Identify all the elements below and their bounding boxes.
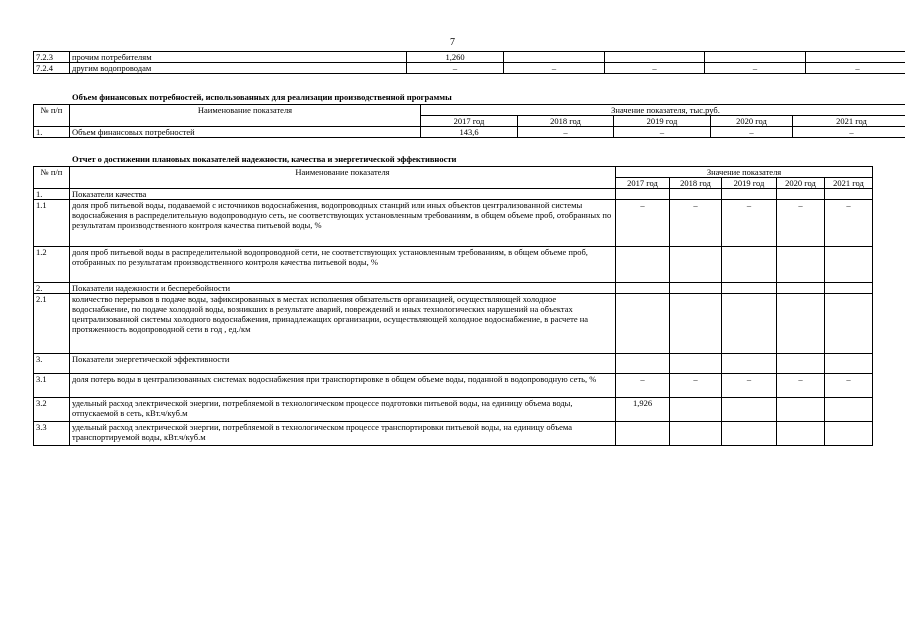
- row-value: –: [705, 63, 806, 74]
- row-value: [722, 398, 777, 422]
- row-value: [670, 422, 722, 446]
- row-value: –: [777, 374, 825, 398]
- row-value: [722, 283, 777, 294]
- row-value: [825, 354, 873, 374]
- table-row: [34, 422, 873, 446]
- row-value: [722, 422, 777, 446]
- row-value: [825, 294, 873, 354]
- row-value: [670, 283, 722, 294]
- row-value: [722, 189, 777, 200]
- row-name: удельный расход электрической энергии, потребляемой в технологическом процессе подготовки питьевой воды, на единицу объема воды, отпускаемой в сеть, кВт.ч/куб.м: [70, 398, 616, 422]
- row-value: [670, 398, 722, 422]
- row-name: Объем финансовых потребностей: [70, 127, 421, 138]
- section-row: [34, 354, 873, 374]
- row-value: –: [806, 63, 905, 74]
- row-value: [825, 247, 873, 283]
- row-number: 1.1: [34, 200, 70, 247]
- row-value: –: [605, 63, 705, 74]
- row-number: 1.: [34, 127, 70, 138]
- report-caption: Отчет о достижении плановых показателей надежности, качества и энергетической эффективности: [72, 154, 457, 164]
- row-value: [806, 52, 905, 63]
- row-value: [777, 283, 825, 294]
- row-value: [605, 52, 705, 63]
- finance-header-value: Значение показателя, тыс.руб.: [421, 105, 905, 116]
- top-table: [33, 51, 905, 74]
- year-header: 2019 год: [614, 116, 711, 127]
- row-value: [777, 247, 825, 283]
- year-header: 2020 год: [777, 178, 825, 189]
- row-number: 7.2.4: [34, 63, 70, 74]
- row-value: 1,926: [616, 398, 670, 422]
- table-row: [34, 398, 873, 422]
- row-number: 3.1: [34, 374, 70, 398]
- row-name: доля потерь воды в централизованных системах водоснабжения при транспортировке в общем объеме воды, поданной в водопроводную сеть, %: [70, 374, 616, 398]
- row-number: 3.2: [34, 398, 70, 422]
- year-header: 2021 год: [825, 178, 873, 189]
- row-value: [705, 52, 806, 63]
- row-name: доля проб питьевой воды, подаваемой с источников водоснабжения, водопроводных станций или иных объектов централизованной системы водоснабжения в распределительную водопроводную сеть, не соответствующих установленным требованиям, в общем объеме проб, отобранных по результатам производственного контроля качества питьевой воды, %: [70, 200, 616, 247]
- row-value: –: [793, 127, 905, 138]
- finance-table: [33, 104, 905, 138]
- row-number: 1.: [34, 189, 70, 200]
- row-value: [616, 189, 670, 200]
- page-number: 7: [450, 37, 455, 48]
- row-value: [777, 189, 825, 200]
- row-value: [504, 52, 605, 63]
- year-header: 2021 год: [793, 116, 905, 127]
- row-value: –: [825, 374, 873, 398]
- finance-caption: Объем финансовых потребностей, использованных для реализации производственной программы: [72, 92, 452, 102]
- row-value: –: [407, 63, 504, 74]
- row-value: –: [504, 63, 605, 74]
- row-value: [722, 294, 777, 354]
- row-value: –: [616, 200, 670, 247]
- row-value: –: [670, 374, 722, 398]
- row-value: [722, 247, 777, 283]
- row-value: –: [825, 200, 873, 247]
- row-value: [670, 247, 722, 283]
- row-value: –: [711, 127, 793, 138]
- row-value: [616, 247, 670, 283]
- row-value: [825, 398, 873, 422]
- row-value: [777, 422, 825, 446]
- row-number: 3.3: [34, 422, 70, 446]
- table-row: [34, 63, 905, 74]
- year-header: 2017 год: [616, 178, 670, 189]
- row-name: другим водопроводам: [70, 63, 407, 74]
- row-value: –: [670, 200, 722, 247]
- finance-header-num: № п/п: [34, 105, 70, 127]
- section-row: [34, 189, 873, 200]
- row-name: количество перерывов в подаче воды, зафиксированных в местах исполнения обязательств организацией, осуществляющей холодное водоснабжение, по подаче холодной воды, возникших в результате аварий, повреждений и иных технологических нарушений на объектах централизованной системы холодного водоснабжения, принадлежащих организации, осуществляющей холодное водоснабжение, в расчете на протяженность водопроводной сети в год , ед./км: [70, 294, 616, 354]
- row-value: [777, 398, 825, 422]
- row-value: [616, 283, 670, 294]
- row-value: [777, 354, 825, 374]
- table-row: [34, 127, 905, 138]
- row-number: 7.2.3: [34, 52, 70, 63]
- table-row: [34, 52, 905, 63]
- section-title: Показатели энергетической эффективности: [70, 354, 616, 374]
- row-value: –: [614, 127, 711, 138]
- row-value: –: [616, 374, 670, 398]
- table-row: [34, 247, 873, 283]
- row-name: удельный расход электрической энергии, потребляемой в технологическом процессе транспортировки питьевой воды, на единицу объема транспортируемой воды, кВт.ч/куб.м: [70, 422, 616, 446]
- row-value: 143,6: [421, 127, 518, 138]
- report-table: [33, 166, 873, 446]
- year-header: 2018 год: [670, 178, 722, 189]
- row-number: 2.1: [34, 294, 70, 354]
- row-value: [670, 354, 722, 374]
- row-number: 1.2: [34, 247, 70, 283]
- row-value: [825, 422, 873, 446]
- row-value: –: [722, 374, 777, 398]
- section-title: Показатели надежности и бесперебойности: [70, 283, 616, 294]
- finance-header-name: Наименование показателя: [70, 105, 421, 127]
- table-row: [34, 200, 873, 247]
- row-number: 2.: [34, 283, 70, 294]
- row-value: [722, 354, 777, 374]
- row-value: –: [518, 127, 614, 138]
- row-value: [825, 189, 873, 200]
- table-row: [34, 374, 873, 398]
- section-row: [34, 283, 873, 294]
- row-value: [616, 422, 670, 446]
- report-header-name: Наименование показателя: [70, 167, 616, 189]
- report-header-num: № п/п: [34, 167, 70, 189]
- row-value: [777, 294, 825, 354]
- row-value: –: [777, 200, 825, 247]
- row-name: прочим потребителям: [70, 52, 407, 63]
- year-header: 2019 год: [722, 178, 777, 189]
- row-name: доля проб питьевой воды в распределительной водопроводной сети, не соответствующих установленным требованиям, в общем объеме проб, отобранных по результатам производственного контроля качества питьевой воды, %: [70, 247, 616, 283]
- year-header: 2020 год: [711, 116, 793, 127]
- row-number: 3.: [34, 354, 70, 374]
- row-value: –: [722, 200, 777, 247]
- row-value: [670, 189, 722, 200]
- table-row: [34, 294, 873, 354]
- year-header: 2018 год: [518, 116, 614, 127]
- row-value: [825, 283, 873, 294]
- report-header-value: Значение показателя: [616, 167, 873, 178]
- year-header: 2017 год: [421, 116, 518, 127]
- row-value: [670, 294, 722, 354]
- section-title: Показатели качества: [70, 189, 616, 200]
- row-value: 1,260: [407, 52, 504, 63]
- row-value: [616, 294, 670, 354]
- row-value: [616, 354, 670, 374]
